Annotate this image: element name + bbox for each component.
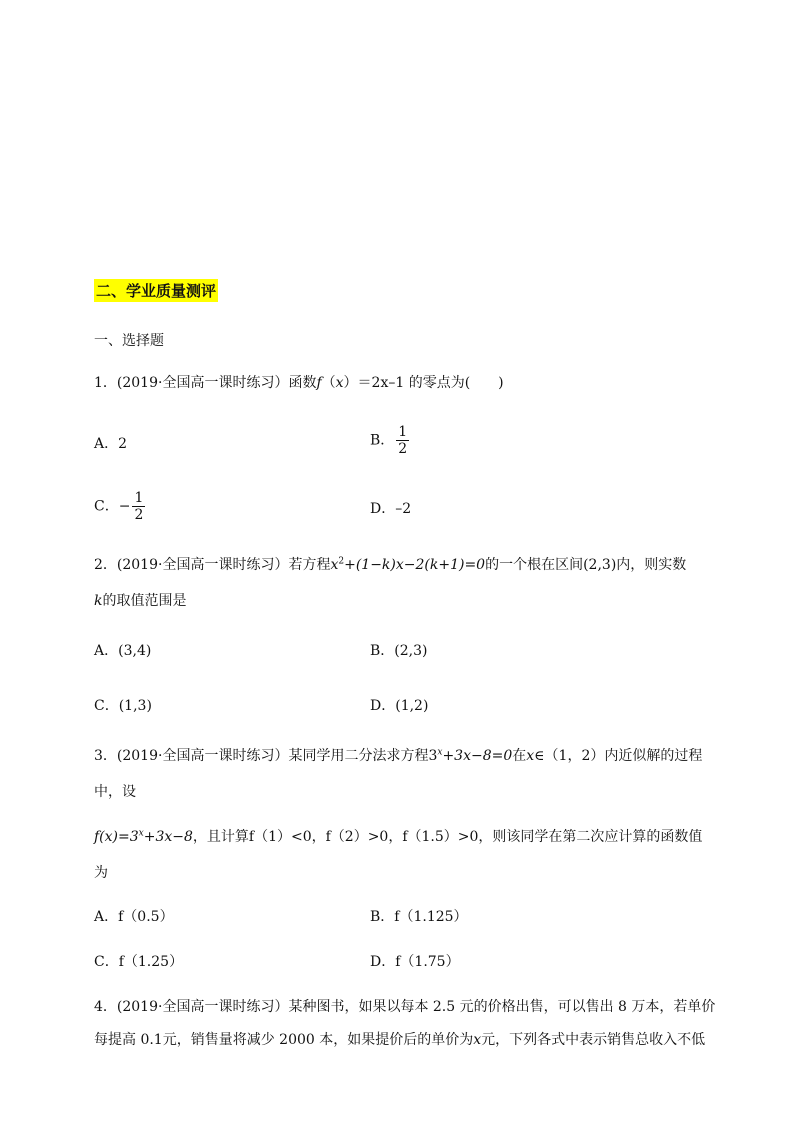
- q2-c-text: (1,3): [118, 698, 152, 714]
- q3-func-rest: +3x−8: [143, 829, 193, 845]
- q4-line2a: 每提高 0.1元，销售量将减少 2000 本，如果提价后的单价为: [94, 1032, 474, 1048]
- q3-middle: 在: [512, 748, 527, 764]
- q2-option-c[interactable]: [94, 695, 152, 715]
- q1-b-label: B．: [370, 432, 395, 449]
- q1-b-fraction: [396, 424, 409, 457]
- q2-k: k: [94, 593, 103, 609]
- q2-option-a[interactable]: [94, 640, 151, 660]
- q1-middle: ＝2x–1 的零点为( ): [357, 375, 504, 391]
- q2-eq-rest: +(1−k)x−2(k+1)=0: [344, 557, 486, 573]
- q2-b-label: B．: [370, 643, 395, 659]
- q1-var: x: [335, 375, 344, 391]
- question-3-line3: [94, 826, 702, 846]
- q3-b-text: f（1.125）: [394, 909, 468, 925]
- question-4-line2: [94, 1029, 705, 1049]
- q1-b-num: 1: [398, 424, 408, 440]
- q2-b-text: (2,3): [394, 643, 428, 659]
- question-3-stem: [94, 745, 702, 765]
- q3-func-sup: x: [138, 828, 144, 839]
- q1-func: f: [316, 375, 322, 391]
- q2-option-b[interactable]: [370, 640, 428, 660]
- q2-option-d[interactable]: [370, 695, 428, 715]
- q3-b-label: B．: [370, 909, 395, 925]
- q3-a-label: A．: [94, 909, 119, 925]
- q3-c-label: C．: [94, 954, 119, 970]
- q3-eq-rest: +3x−8=0: [442, 748, 513, 764]
- q2-d-label: D．: [370, 698, 396, 714]
- q1-option-a[interactable]: [94, 433, 127, 453]
- q3-eq-base: 3: [428, 748, 438, 764]
- q1-c-label: C．: [94, 498, 119, 515]
- q1-d-text: –2: [395, 501, 412, 517]
- question-3-line2: 中，设: [94, 784, 136, 800]
- q1-a-text: 2: [118, 436, 128, 452]
- q3-prefix: 3．(2019·全国高一课时练习）某同学用二分法求方程: [94, 748, 429, 764]
- q2-eq-sup: 2: [338, 556, 345, 567]
- q2-a-text: (3,4): [118, 643, 152, 659]
- q3-range: ∈（1，2）内近似解的过程: [534, 748, 703, 764]
- section-title: 二、学业质量测评: [94, 279, 218, 302]
- question-2-line2: [94, 590, 186, 610]
- q2-c-label: C．: [94, 698, 119, 714]
- q2-prefix: 2．(2019·全国高一课时练习）若方程: [94, 557, 331, 573]
- question-3-line4: 为: [94, 865, 108, 881]
- q1-c-den: 2: [134, 507, 144, 524]
- q3-a-text: f（0.5）: [118, 909, 174, 925]
- section-subtitle: 一、选择题: [94, 333, 164, 349]
- q4-x: x: [473, 1032, 482, 1048]
- q3-c-text: f（1.25）: [118, 954, 184, 970]
- q2-line2: 的取值范围是: [102, 593, 187, 609]
- q2-suffix: 内，则实数: [616, 557, 687, 573]
- question-1-stem: 1．(2019·全国高一课时练习）函数f（x）＝2x–1 的零点为( ): [94, 375, 504, 391]
- q1-c-fraction: [132, 490, 145, 523]
- q1-b-den: 2: [398, 441, 408, 458]
- q3-option-c[interactable]: [94, 951, 183, 971]
- question-4-line1: 4．(2019·全国高一课时练习）某种图书，如果以每本 2.5 元的价格出售，可以售出 8 万本，若单价: [94, 999, 716, 1015]
- q2-eq-x: x: [330, 557, 339, 573]
- q3-option-d[interactable]: [370, 951, 460, 971]
- q3-d-label: D．: [370, 954, 396, 970]
- q3-x: x: [526, 748, 535, 764]
- q1-prefix: 1．(2019·全国高一课时练习）函数: [94, 375, 317, 391]
- q2-a-label: A．: [94, 643, 119, 659]
- q1-c-num: 1: [134, 490, 144, 506]
- q3-eq-sup: x: [437, 747, 443, 758]
- q4-line2b: 元，下列各式中表示销售总收入不低: [481, 1032, 706, 1048]
- q3-line3-text: ，且计算f（1）<0，f（2）>0，f（1.5）>0，则该同学在第二次应计算的函数值: [192, 829, 703, 845]
- q2-interval: (2,3): [583, 557, 617, 573]
- question-2-stem: [94, 554, 686, 574]
- q1-option-d[interactable]: [370, 498, 411, 518]
- q1-option-b[interactable]: [370, 424, 411, 457]
- q1-a-label: A．: [94, 436, 119, 452]
- q3-option-a[interactable]: [94, 906, 174, 926]
- q1-c-sign: −: [118, 498, 131, 515]
- q2-middle: 的一个根在区间: [485, 557, 584, 573]
- q1-d-label: D．: [370, 501, 396, 517]
- q3-option-b[interactable]: [370, 906, 468, 926]
- q1-option-c[interactable]: [94, 490, 147, 523]
- q2-d-text: (1,2): [395, 698, 429, 714]
- q3-d-text: f（1.75）: [395, 954, 460, 970]
- q3-func: f(x)=3: [94, 829, 139, 845]
